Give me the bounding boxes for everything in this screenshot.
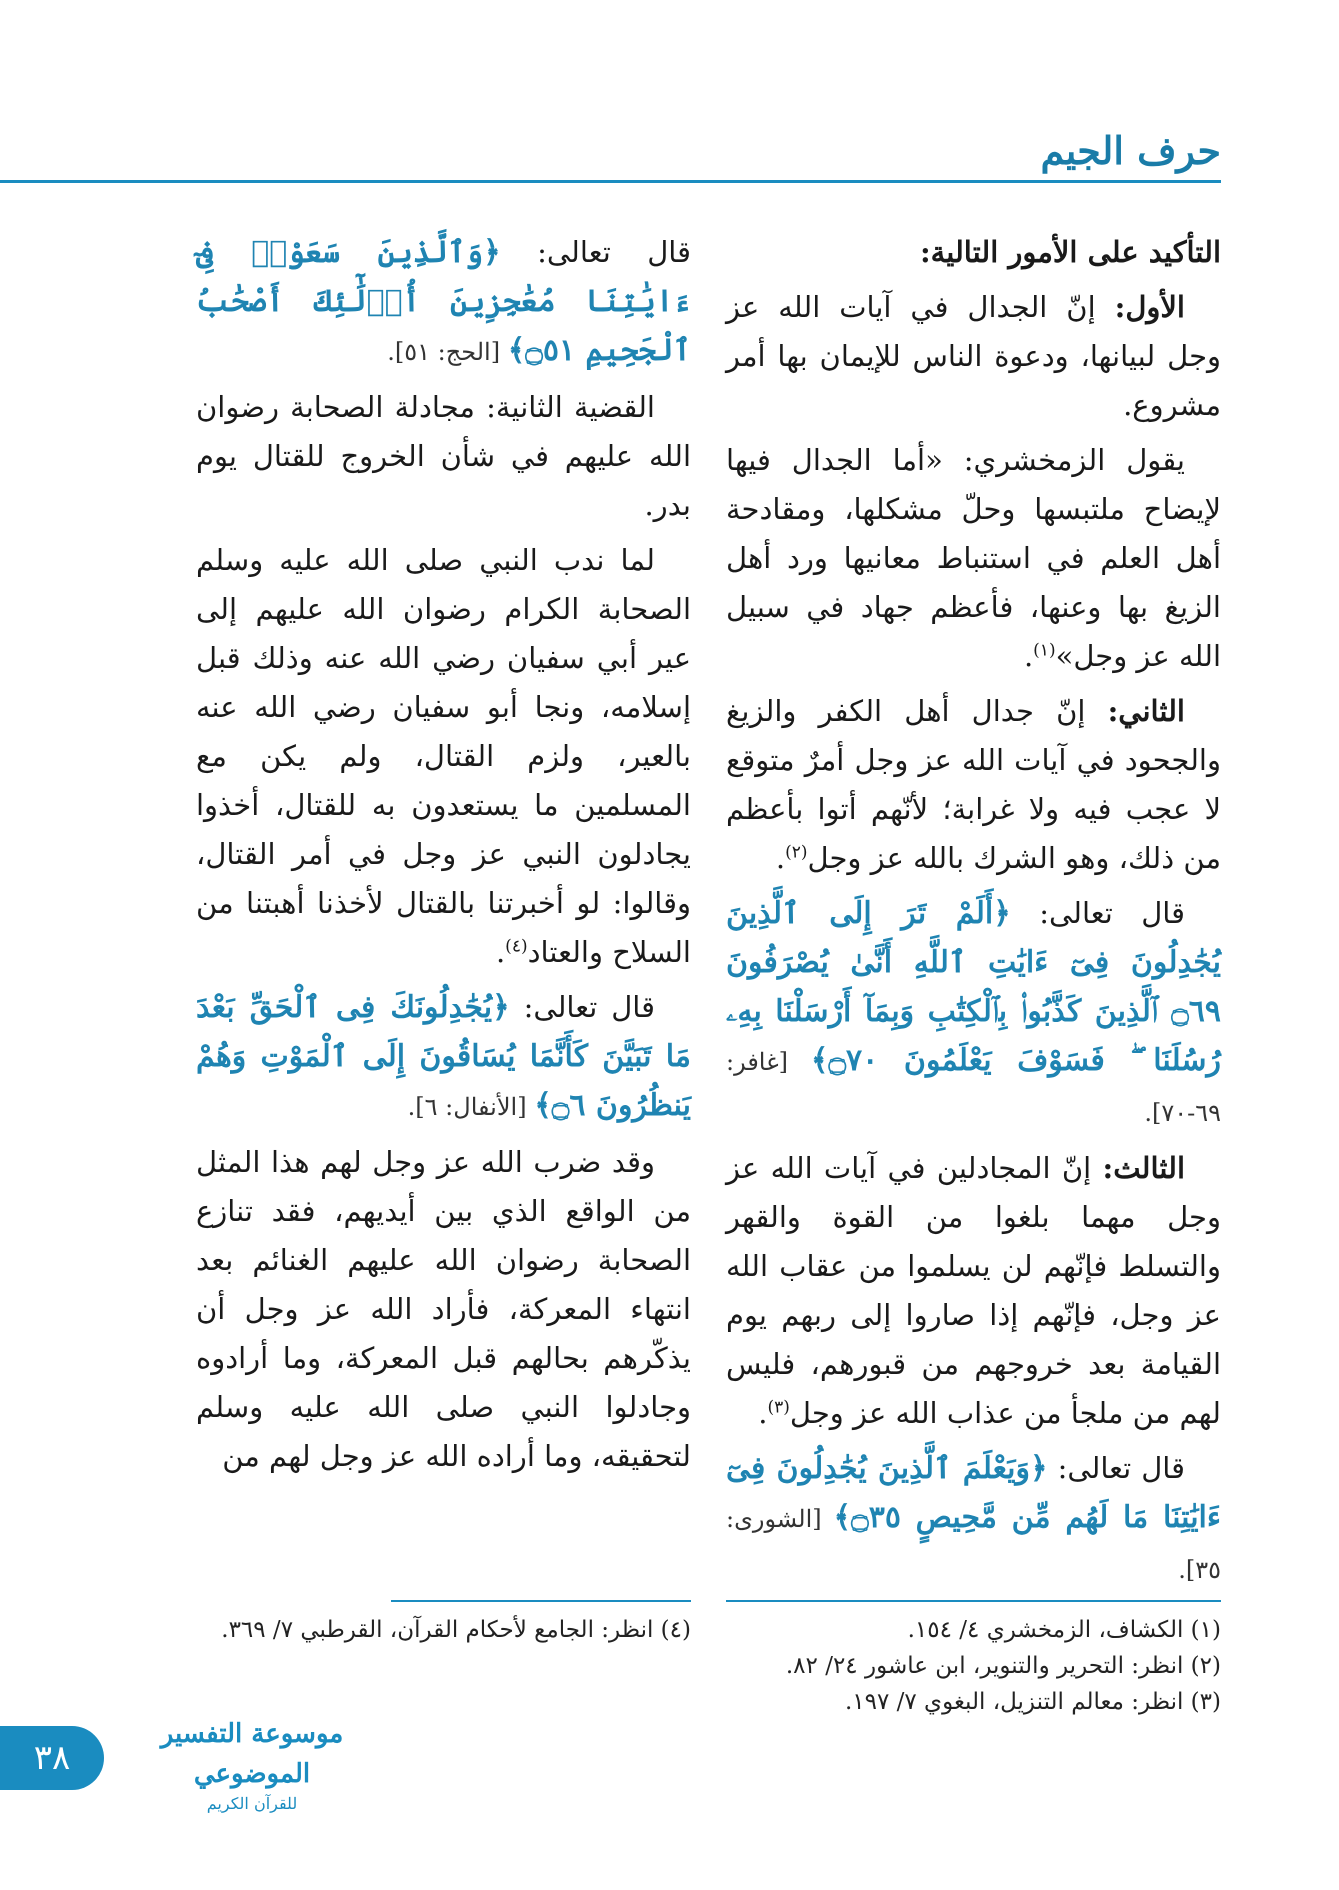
zamakhshari-quote-text: يقول الزمخشري: «أما الجدال فيها لإيضاح ملتبسها وحلّ مشكلها، ومقادحة أهل العلم في استنباط معانيها ورد أهل الزيغ بها وعنها، فأعظم جهاد في سبيل الله عز وجل» (726, 443, 1221, 673)
logo-sub-text: للقرآن الكريم (206, 1794, 298, 1813)
verse-reference: [الشورى: ٣٥]. (726, 1505, 1221, 1584)
quran-verse-ghafir (726, 889, 1221, 1138)
footnote-divider-left (391, 1600, 691, 1602)
point-third (726, 1144, 1221, 1438)
verse-intro: قال تعالى: (1010, 896, 1185, 930)
quran-verse-shura (726, 1444, 1221, 1595)
quran-verse-anfal (196, 983, 691, 1132)
badr-paragraph-text: لما ندب النبي صلى الله عليه وسلم الصحابة الكرام رضوان الله عليهم إلى عير أبي سفيان رضي الله عنه وذلك قبل إسلامه، ونجا أبو سفيان رضي الله عنه بالعير، ولزم القتال، ولم يكن مع المسلمين ما يستعدون به للقتال، أخذوا يجادلون النبي عز وجل في أمر القتال، وقالوا: لو أخبرتنا بالقتال لأخذنا أهبتنا من السلاح والعتاد (196, 543, 691, 969)
parable-paragraph: وقد ضرب الله عز وجل لهم هذا المثل من الواقع الذي بين أيديهم، فقد تنازع الصحابة رضوان الله عليهم الغنائم بعد انتهاء المعركة، فأراد الله عز وجل أن يذكّرهم بحالهم قبل المعركة، وما أرادوه وجادلوا النبي صلى الله عليه وسلم لتحقيقه، وما أراده الله عز وجل لهم من (196, 1145, 691, 1473)
page-number: ٣٨ (33, 1738, 71, 1778)
verse-text: ﴿أَلَمْ تَرَ إِلَى ٱلَّذِينَ يُجَٰدِلُونَ فِىٓ ءَايَٰتِ ٱللَّهِ أَنَّىٰ يُصْرَفُونَ ۝٦٩ ٱلَّذِينَ كَذَّبُوا۟ بِٱلْكِتَٰبِ وَبِمَآ أَرْسَلْنَا بِهِۦ رُسُلَنَا ۖ فَسَوْفَ يَعْلَمُونَ ۝٧٠﴾ (726, 896, 1221, 1078)
verse-reference: [الأنفال: ٦]. (407, 1093, 535, 1121)
section-title: حرف الجيم (1040, 128, 1221, 173)
verse-intro: قال تعالى: (500, 235, 691, 269)
footnote-4: (٤) انظر: الجامع لأحكام القرآن، القرطبي ٧/ ٣٦٩. (221, 1617, 691, 1643)
footnote-ref-2[interactable]: (٢) (785, 842, 808, 863)
quran-verse-hajj (196, 228, 691, 377)
verse-text: ﴿وَٱلَّذِينَ سَعَوْا۟ فِىٓ ءَايَٰتِنَا مُعَٰجِزِينَ أُو۟لَٰٓئِكَ أَصْحَٰبُ ٱلْجَحِيمِ ۝٥١﴾ (196, 235, 691, 368)
zamakhshari-quote (726, 436, 1221, 681)
punct: . (775, 841, 786, 875)
verse-reference: [غافر: ٦٩-٧٠]. (726, 1048, 1221, 1127)
footnote-1: (١) الكشاف، الزمخشري ٤/ ١٥٤. (907, 1617, 1221, 1643)
punct: . (1023, 639, 1034, 673)
logo-main-text: موسوعة التفسير الموضوعي (160, 1719, 344, 1789)
point-third-label: الثالث: (1102, 1151, 1185, 1185)
point-second-label: الثاني: (1107, 694, 1185, 728)
point-third-text: إنّ المجادلين في آيات الله عز وجل مهما بلغوا من القوة والقهر والتسلط فإنّهم لن يسلموا من عقاب الله عز وجل، فإنّهم إذا صاروا إلى ربهم يوم القيامة بعد خروجهم من قبورهم، فليس لهم من ملجأ من عذاب الله عز وجل (726, 1151, 1221, 1430)
header-divider (0, 180, 1221, 183)
page-number-tab (0, 1726, 104, 1790)
footnote-ref-1[interactable]: (١) (1033, 640, 1056, 661)
footnotes-right (726, 1612, 1221, 1720)
punct: . (495, 935, 506, 969)
punct: . (758, 1396, 768, 1430)
footnote-divider-right (726, 1600, 1221, 1602)
badr-paragraph (196, 536, 691, 977)
point-first-label: الأول: (1114, 290, 1185, 324)
footnotes-left (196, 1612, 691, 1648)
verse-text: ﴿وَيَعْلَمَ ٱلَّذِينَ يُجَٰدِلُونَ فِىٓ ءَايَٰتِنَا مَا لَهُم مِّن مَّحِيصٍ ۝٣٥﴾ (726, 1451, 1221, 1535)
point-second-text: إنّ جدال أهل الكفر والزيغ والجحود في آيات الله عز وجل أمرٌ متوقع لا عجب فيه ولا غرابة؛ لأنّهم أتوا بأعظم من ذلك، وهو الشرك بالله عز وجل (726, 694, 1221, 875)
point-second (726, 687, 1221, 883)
second-issue-heading: القضية الثانية: مجادلة الصحابة رضوان الله عليهم في شأن الخروج للقتال يوم بدر. (196, 390, 691, 522)
verse-intro: قال تعالى: (509, 990, 655, 1024)
verse-intro: قال تعالى: (1047, 1451, 1186, 1485)
right-column (726, 228, 1221, 1601)
footnote-3: (٣) انظر: معالم التنزيل، البغوي ٧/ ١٩٧. (844, 1689, 1221, 1715)
footnote-ref-4[interactable]: (٤) (505, 936, 528, 957)
verse-reference: [الحج: ٥١]. (387, 338, 508, 366)
verse-text: ﴿يُجَٰدِلُونَكَ فِى ٱلْحَقِّ بَعْدَ مَا تَبَيَّنَ كَأَنَّمَا يُسَاقُونَ إِلَى ٱلْمَوْتِ وَهُمْ يَنظُرُونَ ۝٦﴾ (196, 990, 691, 1123)
point-first (726, 283, 1221, 430)
intro-line: التأكيد على الأمور التالية: (919, 235, 1221, 269)
footnote-2: (٢) انظر: التحرير والتنوير، ابن عاشور ٢٤/ ٨٢. (785, 1653, 1221, 1679)
footnote-ref-3[interactable]: (٣) (767, 1397, 790, 1418)
encyclopedia-logo (132, 1714, 372, 1813)
point-first-text: إنّ الجدال في آيات الله عز وجل لبيانها، ودعوة الناس للإيمان بها أمر مشروع. (726, 290, 1221, 422)
left-column (196, 228, 691, 1487)
